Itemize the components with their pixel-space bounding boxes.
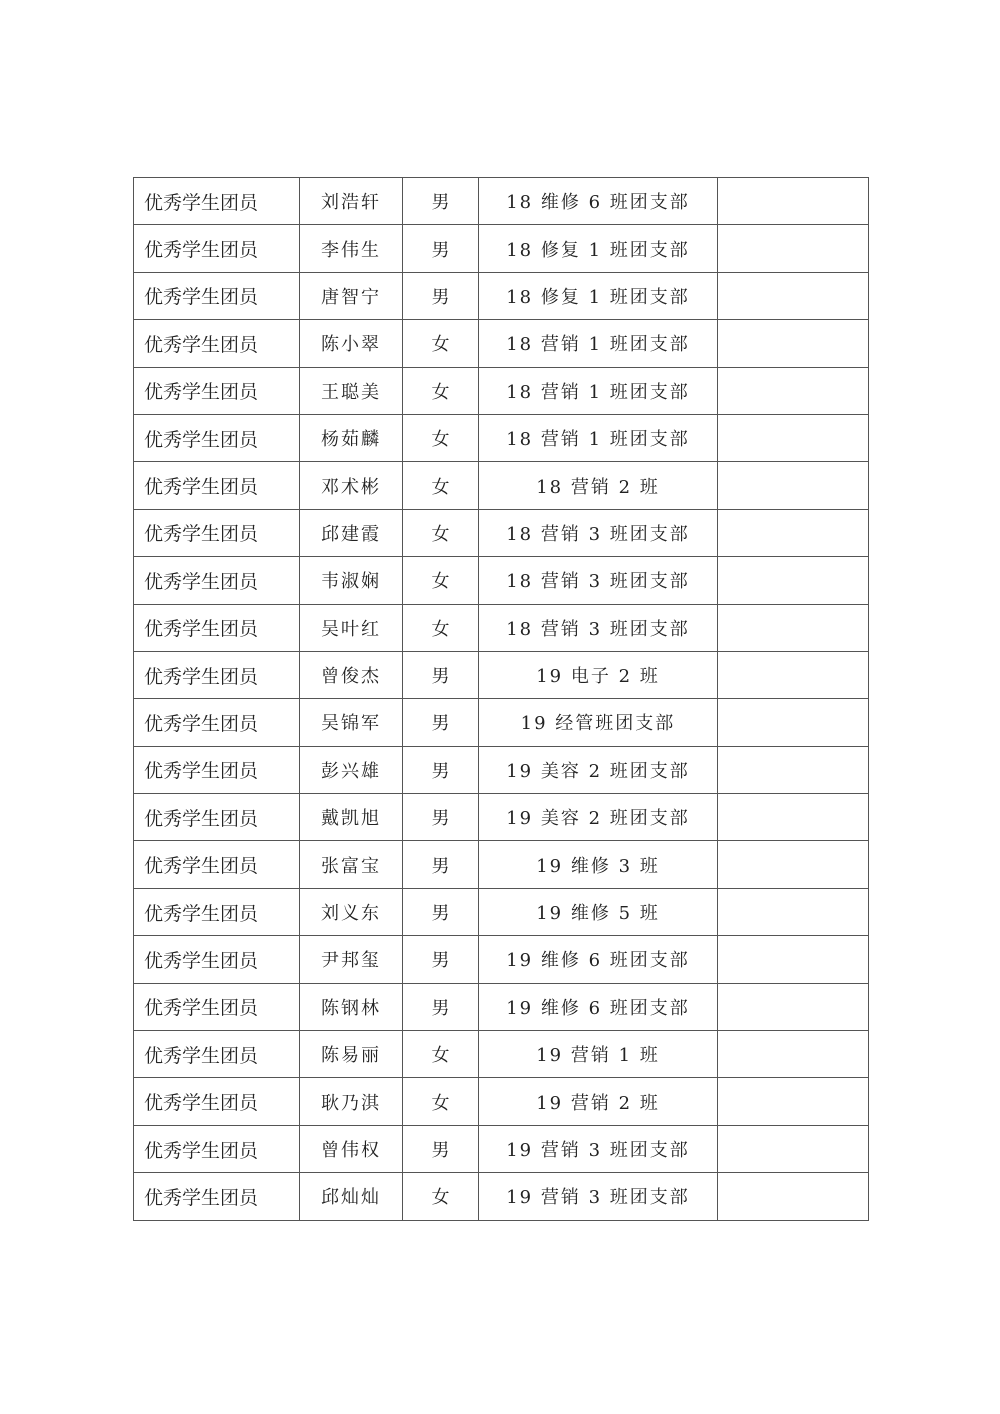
gender-cell: 女 [403, 1078, 479, 1125]
gender-cell: 男 [403, 841, 479, 888]
gender-cell: 男 [403, 746, 479, 793]
award-cell: 优秀学生团员 [134, 794, 300, 841]
note-cell [718, 1125, 869, 1172]
award-cell: 优秀学生团员 [134, 1031, 300, 1078]
note-cell [718, 178, 869, 225]
table-row [134, 983, 869, 1030]
award-cell: 优秀学生团员 [134, 936, 300, 983]
note-cell [718, 651, 869, 698]
award-cell: 优秀学生团员 [134, 983, 300, 1030]
gender-cell: 男 [403, 651, 479, 698]
branch-cell: 19 维修 3 班 [479, 841, 718, 888]
gender-cell: 女 [403, 1031, 479, 1078]
gender-cell: 女 [403, 414, 479, 461]
note-cell [718, 746, 869, 793]
note-cell [718, 462, 869, 509]
note-cell [718, 604, 869, 651]
gender-cell: 男 [403, 936, 479, 983]
honor-list-table [133, 177, 869, 1221]
branch-cell: 19 维修 5 班 [479, 888, 718, 935]
award-cell: 优秀学生团员 [134, 462, 300, 509]
gender-cell: 女 [403, 462, 479, 509]
name-cell: 吴叶红 [300, 604, 403, 651]
note-cell [718, 936, 869, 983]
note-cell [718, 320, 869, 367]
award-cell: 优秀学生团员 [134, 1125, 300, 1172]
name-cell: 曾伟权 [300, 1125, 403, 1172]
note-cell [718, 888, 869, 935]
award-cell: 优秀学生团员 [134, 699, 300, 746]
name-cell: 杨茹麟 [300, 414, 403, 461]
gender-cell: 女 [403, 320, 479, 367]
table-row [134, 936, 869, 983]
branch-cell: 18 营销 1 班团支部 [479, 414, 718, 461]
note-cell [718, 1173, 869, 1220]
award-cell: 优秀学生团员 [134, 414, 300, 461]
table-row [134, 651, 869, 698]
note-cell [718, 414, 869, 461]
branch-cell: 18 营销 3 班团支部 [479, 557, 718, 604]
name-cell: 刘义东 [300, 888, 403, 935]
gender-cell: 男 [403, 794, 479, 841]
award-cell: 优秀学生团员 [134, 272, 300, 319]
table-row [134, 1078, 869, 1125]
table-row [134, 320, 869, 367]
gender-cell: 男 [403, 225, 479, 272]
table-row [134, 225, 869, 272]
gender-cell: 女 [403, 604, 479, 651]
table-row [134, 414, 869, 461]
award-cell: 优秀学生团员 [134, 841, 300, 888]
award-cell: 优秀学生团员 [134, 746, 300, 793]
award-cell: 优秀学生团员 [134, 888, 300, 935]
award-cell: 优秀学生团员 [134, 509, 300, 556]
note-cell [718, 841, 869, 888]
table-row [134, 746, 869, 793]
table-row [134, 1173, 869, 1220]
note-cell [718, 272, 869, 319]
table-row [134, 604, 869, 651]
award-cell: 优秀学生团员 [134, 178, 300, 225]
note-cell [718, 794, 869, 841]
gender-cell: 男 [403, 272, 479, 319]
name-cell: 邓术彬 [300, 462, 403, 509]
note-cell [718, 509, 869, 556]
branch-cell: 18 修复 1 班团支部 [479, 225, 718, 272]
branch-cell: 19 美容 2 班团支部 [479, 794, 718, 841]
gender-cell: 女 [403, 1173, 479, 1220]
gender-cell: 男 [403, 1125, 479, 1172]
gender-cell: 女 [403, 367, 479, 414]
branch-cell: 18 营销 1 班团支部 [479, 320, 718, 367]
note-cell [718, 983, 869, 1030]
gender-cell: 女 [403, 509, 479, 556]
branch-cell: 18 营销 3 班团支部 [479, 509, 718, 556]
award-cell: 优秀学生团员 [134, 1173, 300, 1220]
name-cell: 邱建霞 [300, 509, 403, 556]
name-cell: 陈易丽 [300, 1031, 403, 1078]
table-row [134, 557, 869, 604]
name-cell: 陈钢林 [300, 983, 403, 1030]
award-cell: 优秀学生团员 [134, 557, 300, 604]
gender-cell: 男 [403, 888, 479, 935]
table-row [134, 1031, 869, 1078]
table-body [134, 178, 869, 1221]
note-cell [718, 1078, 869, 1125]
note-cell [718, 225, 869, 272]
branch-cell: 19 电子 2 班 [479, 651, 718, 698]
table-row [134, 367, 869, 414]
name-cell: 李伟生 [300, 225, 403, 272]
branch-cell: 18 修复 1 班团支部 [479, 272, 718, 319]
note-cell [718, 699, 869, 746]
name-cell: 王聪美 [300, 367, 403, 414]
award-cell: 优秀学生团员 [134, 651, 300, 698]
note-cell [718, 1031, 869, 1078]
name-cell: 戴凯旭 [300, 794, 403, 841]
branch-cell: 19 美容 2 班团支部 [479, 746, 718, 793]
name-cell: 耿乃淇 [300, 1078, 403, 1125]
name-cell: 张富宝 [300, 841, 403, 888]
gender-cell: 女 [403, 557, 479, 604]
branch-cell: 19 营销 1 班 [479, 1031, 718, 1078]
gender-cell: 男 [403, 178, 479, 225]
name-cell: 尹邦玺 [300, 936, 403, 983]
name-cell: 陈小翠 [300, 320, 403, 367]
table-row [134, 794, 869, 841]
name-cell: 彭兴雄 [300, 746, 403, 793]
name-cell: 邱灿灿 [300, 1173, 403, 1220]
name-cell: 唐智宁 [300, 272, 403, 319]
gender-cell: 男 [403, 699, 479, 746]
table-row [134, 272, 869, 319]
table-row [134, 178, 869, 225]
branch-cell: 18 营销 3 班团支部 [479, 604, 718, 651]
award-cell: 优秀学生团员 [134, 225, 300, 272]
table-row [134, 509, 869, 556]
name-cell: 韦淑娴 [300, 557, 403, 604]
note-cell [718, 557, 869, 604]
branch-cell: 18 维修 6 班团支部 [479, 178, 718, 225]
gender-cell: 男 [403, 983, 479, 1030]
branch-cell: 18 营销 1 班团支部 [479, 367, 718, 414]
award-cell: 优秀学生团员 [134, 367, 300, 414]
name-cell: 吴锦军 [300, 699, 403, 746]
branch-cell: 19 经管班团支部 [479, 699, 718, 746]
table-row [134, 888, 869, 935]
branch-cell: 19 营销 3 班团支部 [479, 1173, 718, 1220]
award-cell: 优秀学生团员 [134, 604, 300, 651]
award-cell: 优秀学生团员 [134, 320, 300, 367]
award-cell: 优秀学生团员 [134, 1078, 300, 1125]
table-row [134, 699, 869, 746]
branch-cell: 19 维修 6 班团支部 [479, 983, 718, 1030]
branch-cell: 19 营销 3 班团支部 [479, 1125, 718, 1172]
table-row [134, 841, 869, 888]
branch-cell: 19 营销 2 班 [479, 1078, 718, 1125]
table-row [134, 462, 869, 509]
branch-cell: 18 营销 2 班 [479, 462, 718, 509]
note-cell [718, 367, 869, 414]
table-row [134, 1125, 869, 1172]
name-cell: 刘浩轩 [300, 178, 403, 225]
branch-cell: 19 维修 6 班团支部 [479, 936, 718, 983]
name-cell: 曾俊杰 [300, 651, 403, 698]
